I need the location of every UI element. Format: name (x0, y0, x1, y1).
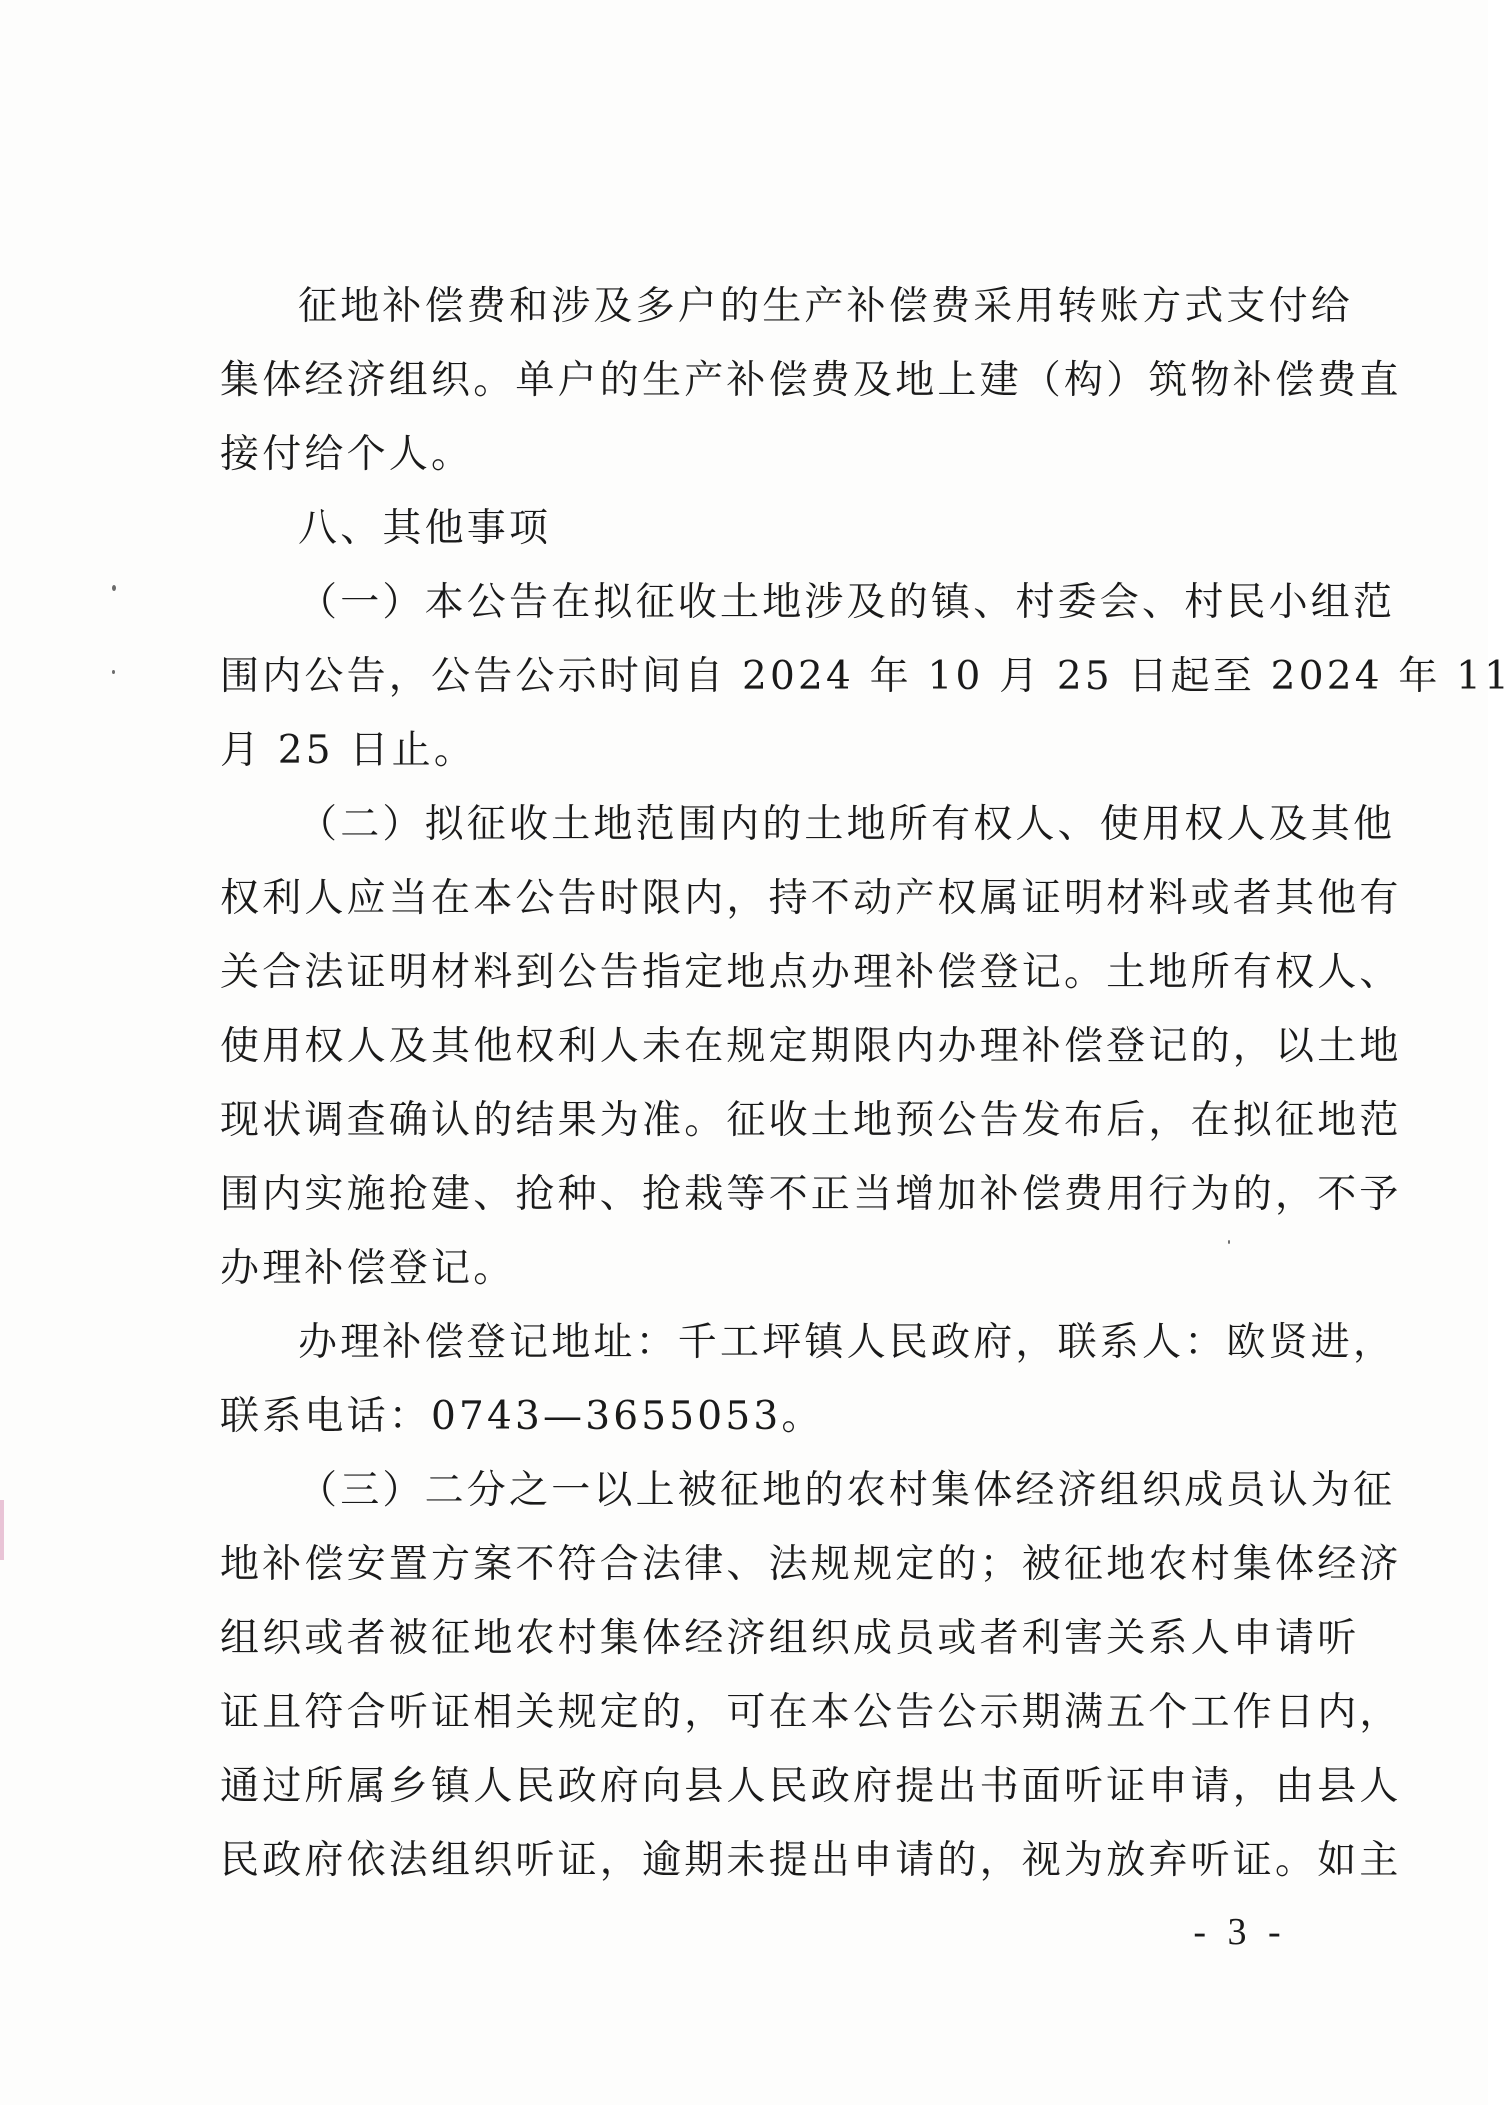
text-line: 现状调查确认的结果为准。征收土地预公告发布后，在拟征地范 (220, 1098, 1402, 1143)
text-line: 联系电话：0743—3655053。 (220, 1394, 824, 1439)
text-line: 关合法证明材料到公告指定地点办理补偿登记。土地所有权人、 (220, 950, 1402, 995)
text-line: 民政府依法组织听证，逾期未提出申请的，视为放弃听证。如主 (220, 1838, 1402, 1883)
text-line: 月 25 日止。 (220, 728, 477, 773)
text-line: 集体经济组织。单户的生产补偿费及地上建（构）筑物补偿费直 (220, 358, 1402, 403)
document-body (220, 270, 1512, 1898)
text-line: 权利人应当在本公告时限内，持不动产权属证明材料或者其他有 (220, 876, 1402, 921)
page-number: - 3 - (1193, 1911, 1287, 1953)
text-line: 证且符合听证相关规定的，可在本公告公示期满五个工作日内， (220, 1690, 1402, 1735)
text-line: 接付给个人。 (220, 432, 474, 477)
text-line: 办理补偿登记。 (220, 1246, 516, 1291)
scan-edge-mark (0, 1500, 4, 1560)
text-line: 围内实施抢建、抢种、抢栽等不正当增加补偿费用行为的，不予 (220, 1172, 1402, 1217)
text-line: （三）二分之一以上被征地的农村集体经济组织成员认为征 (298, 1468, 1396, 1513)
text-line: 通过所属乡镇人民政府向县人民政府提出书面听证申请，由县人 (220, 1764, 1402, 1809)
scan-speck (112, 585, 116, 591)
text-line: 八、其他事项 (298, 506, 552, 551)
scan-speck (112, 670, 115, 674)
text-line: 征地补偿费和涉及多户的生产补偿费采用转账方式支付给 (298, 284, 1354, 329)
text-line: （一）本公告在拟征收土地涉及的镇、村委会、村民小组范 (298, 580, 1396, 625)
text-line: 地补偿安置方案不符合法律、法规规定的；被征地农村集体经济 (220, 1542, 1402, 1587)
text-line: 办理补偿登记地址：千工坪镇人民政府，联系人：欧贤进， (298, 1320, 1396, 1365)
text-line: 组织或者被征地农村集体经济组织成员或者利害关系人申请听 (220, 1616, 1360, 1661)
text-line: （二）拟征收土地范围内的土地所有权人、使用权人及其他 (298, 802, 1396, 847)
text-line: 使用权人及其他权利人未在规定期限内办理补偿登记的，以土地 (220, 1024, 1402, 1069)
text-line: 围内公告，公告公示时间自 2024 年 10 月 25 日起至 2024 年 11 (220, 654, 1512, 699)
